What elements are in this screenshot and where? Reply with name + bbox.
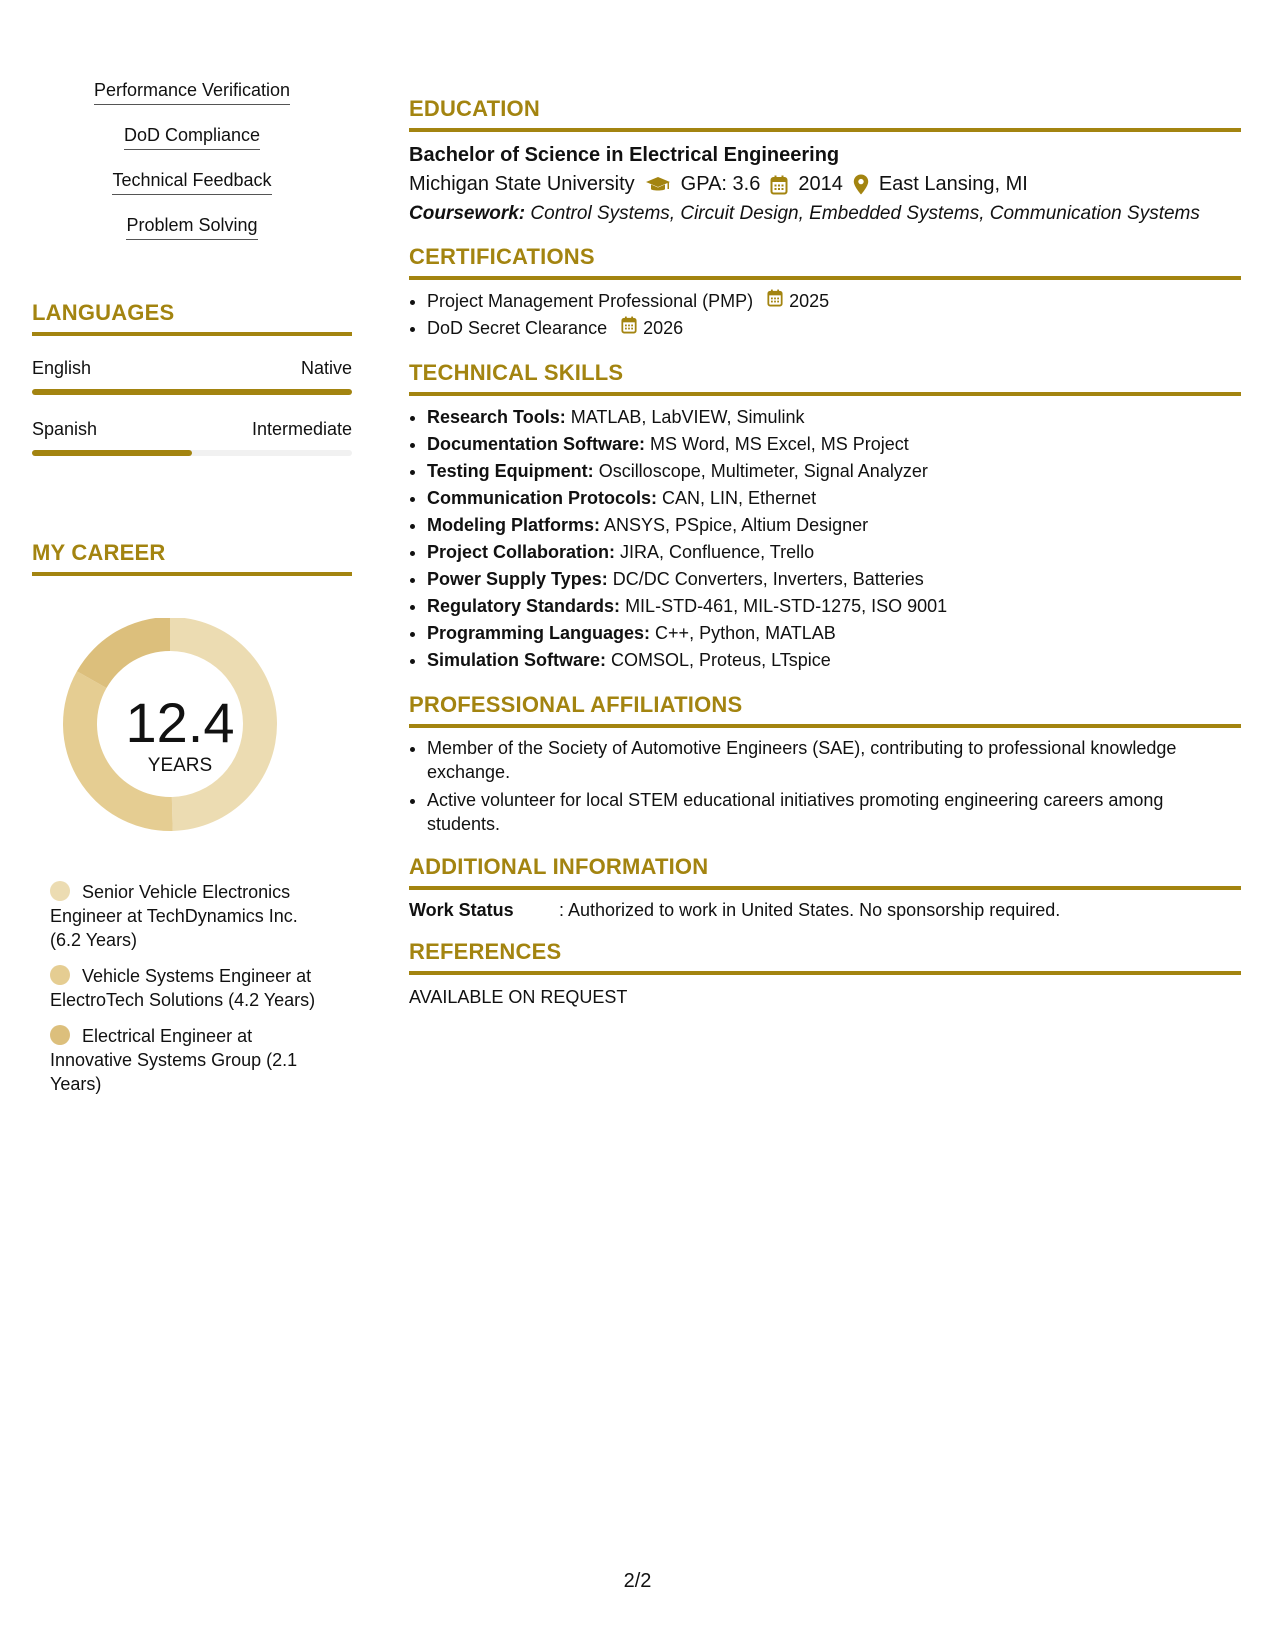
affiliation-item: • Active volunteer for local STEM educational initiatives promoting engineering careers among students. [427,788,1241,836]
language-level: Native [300,358,352,378]
languages-section [32,300,352,456]
certification-name: • DoD Secret Clearance [427,318,608,338]
calendar-icon [770,175,788,195]
skill-values: MS Word, MS Excel, MS Project [650,434,909,454]
technical-skills-list [409,404,1241,674]
work-status-value: : Authorized to work in United States. No sponsorship required. [559,900,1061,920]
technical-skill-item [427,404,1241,431]
calendar-icon [767,288,783,315]
work-status-label: Work Status [409,900,514,920]
affiliations-list [409,736,1241,836]
donut-segment-1 [170,618,277,831]
career-legend-item [50,964,330,1012]
work-status-row [409,900,1241,921]
technical-skills-section [409,360,1241,674]
language-bar-fill [32,389,352,395]
skill-category: Research Tools: [427,407,566,427]
certification-year: 2026 [643,318,684,338]
career-legend-item [50,1024,330,1096]
left-column [32,80,352,260]
education-section [409,96,1241,226]
additional-info-section [409,854,1241,921]
section-title-education: EDUCATION [409,96,1241,132]
right-column [409,96,1241,1026]
graduation-cap-icon [645,176,671,194]
language-level: Intermediate [251,419,352,439]
certification-item [427,315,1241,342]
career-total-unit: YEARS [147,755,213,776]
skill-values: CAN, LIN, Ethernet [662,488,817,508]
technical-skill-item [427,566,1241,593]
skill-values: MIL-STD-461, MIL-STD-1275, ISO 9001 [625,596,948,616]
language-bar-fill [32,450,192,456]
affiliations-section [409,692,1241,836]
language-bar [32,389,352,395]
language-name: Spanish [32,419,98,439]
technical-skill-item [427,458,1241,485]
references-text: AVAILABLE ON REQUEST [409,987,628,1007]
skill-category: Testing Equipment: [427,461,594,481]
skill-category: Simulation Software: [427,650,607,670]
skill-values: C++, Python, MATLAB [655,623,836,643]
skill-tag: Problem Solving [126,215,257,240]
section-title-affiliations: PROFESSIONAL AFFILIATIONS [409,692,1241,728]
certification-item [427,288,1241,315]
legend-dot [50,1025,70,1045]
skills-list [32,80,352,260]
career-legend [50,880,330,1108]
section-title-additional-information: ADDITIONAL INFORMATION [409,854,1241,890]
degree-title: Bachelor of Science in Electrical Engineering [409,144,840,166]
language-item [32,358,352,395]
references-section [409,939,1241,1008]
page-number: 2/2 [623,1570,652,1592]
career-donut-chart [32,618,328,858]
donut-segment-3 [77,618,170,688]
coursework [409,202,1241,226]
certification-year: 2025 [789,291,830,311]
language-item [32,419,352,456]
legend-dot [50,965,70,985]
certifications-list [409,288,1241,342]
skill-category: Communication Protocols: [427,488,658,508]
section-title-references: REFERENCES [409,939,1241,975]
career-total-years: 12.4 [125,691,235,754]
school-name: Michigan State University [409,173,635,195]
skill-category: Modeling Platforms: [427,515,601,535]
technical-skill-item [427,647,1241,674]
skill-tag: Technical Feedback [112,170,271,195]
technical-skill-item [427,512,1241,539]
technical-skill-item [427,539,1241,566]
technical-skill-item [427,485,1241,512]
skill-values: MATLAB, LabVIEW, Simulink [570,407,805,427]
skill-values: JIRA, Confluence, Trello [620,542,815,562]
gpa: GPA: 3.6 [680,173,761,195]
career-legend-item [50,880,330,952]
section-title-career: MY CAREER [32,540,352,576]
technical-skill-item [427,593,1241,620]
skill-tag: Performance Verification [94,80,290,105]
section-title-languages: LANGUAGES [32,300,352,336]
skill-category: Power Supply Types: [427,569,608,589]
certifications-section [409,244,1241,342]
skill-values: DC/DC Converters, Inverters, Batteries [612,569,924,589]
legend-label: Vehicle Systems Engineer at ElectroTech Solutions (4.2 Years) [50,966,316,1010]
skill-category: Programming Languages: [427,623,651,643]
skill-values: Oscilloscope, Multimeter, Signal Analyzer [598,461,928,481]
legend-label: Senior Vehicle Electronics Engineer at TechDynamics Inc. (6.2 Years) [50,882,298,950]
language-bar [32,450,352,456]
education-location: East Lansing, MI [878,173,1028,195]
calendar-icon [621,315,637,342]
skill-tag: DoD Compliance [124,125,260,150]
coursework-list: Control Systems, Circuit Design, Embedded Systems, Communication Systems [530,203,1200,224]
section-title-certifications: CERTIFICATIONS [409,244,1241,280]
technical-skill-item [427,431,1241,458]
career-section [32,540,352,576]
legend-dot [50,881,70,901]
donut-segment-2 [63,671,173,831]
graduation-year: 2014 [798,173,843,195]
skill-values: ANSYS, PSpice, Altium Designer [604,515,869,535]
education-details [409,173,1241,196]
certification-name: • Project Management Professional (PMP) [427,291,754,311]
coursework-label: Coursework: [409,203,526,224]
skill-category: Project Collaboration: [427,542,616,562]
donut-svg [32,618,328,858]
skill-values: COMSOL, Proteus, LTspice [611,650,831,670]
skill-category: Regulatory Standards: [427,596,621,616]
section-title-technical-skills: TECHNICAL SKILLS [409,360,1241,396]
affiliation-item: • Member of the Society of Automotive Engineers (SAE), contributing to professional knowledge exchange. [427,736,1241,784]
skill-category: Documentation Software: [427,434,646,454]
legend-label: Electrical Engineer at Innovative Systems Group (2.1 Years) [50,1026,298,1094]
map-pin-icon [853,174,869,195]
language-name: English [32,358,92,378]
technical-skill-item [427,620,1241,647]
